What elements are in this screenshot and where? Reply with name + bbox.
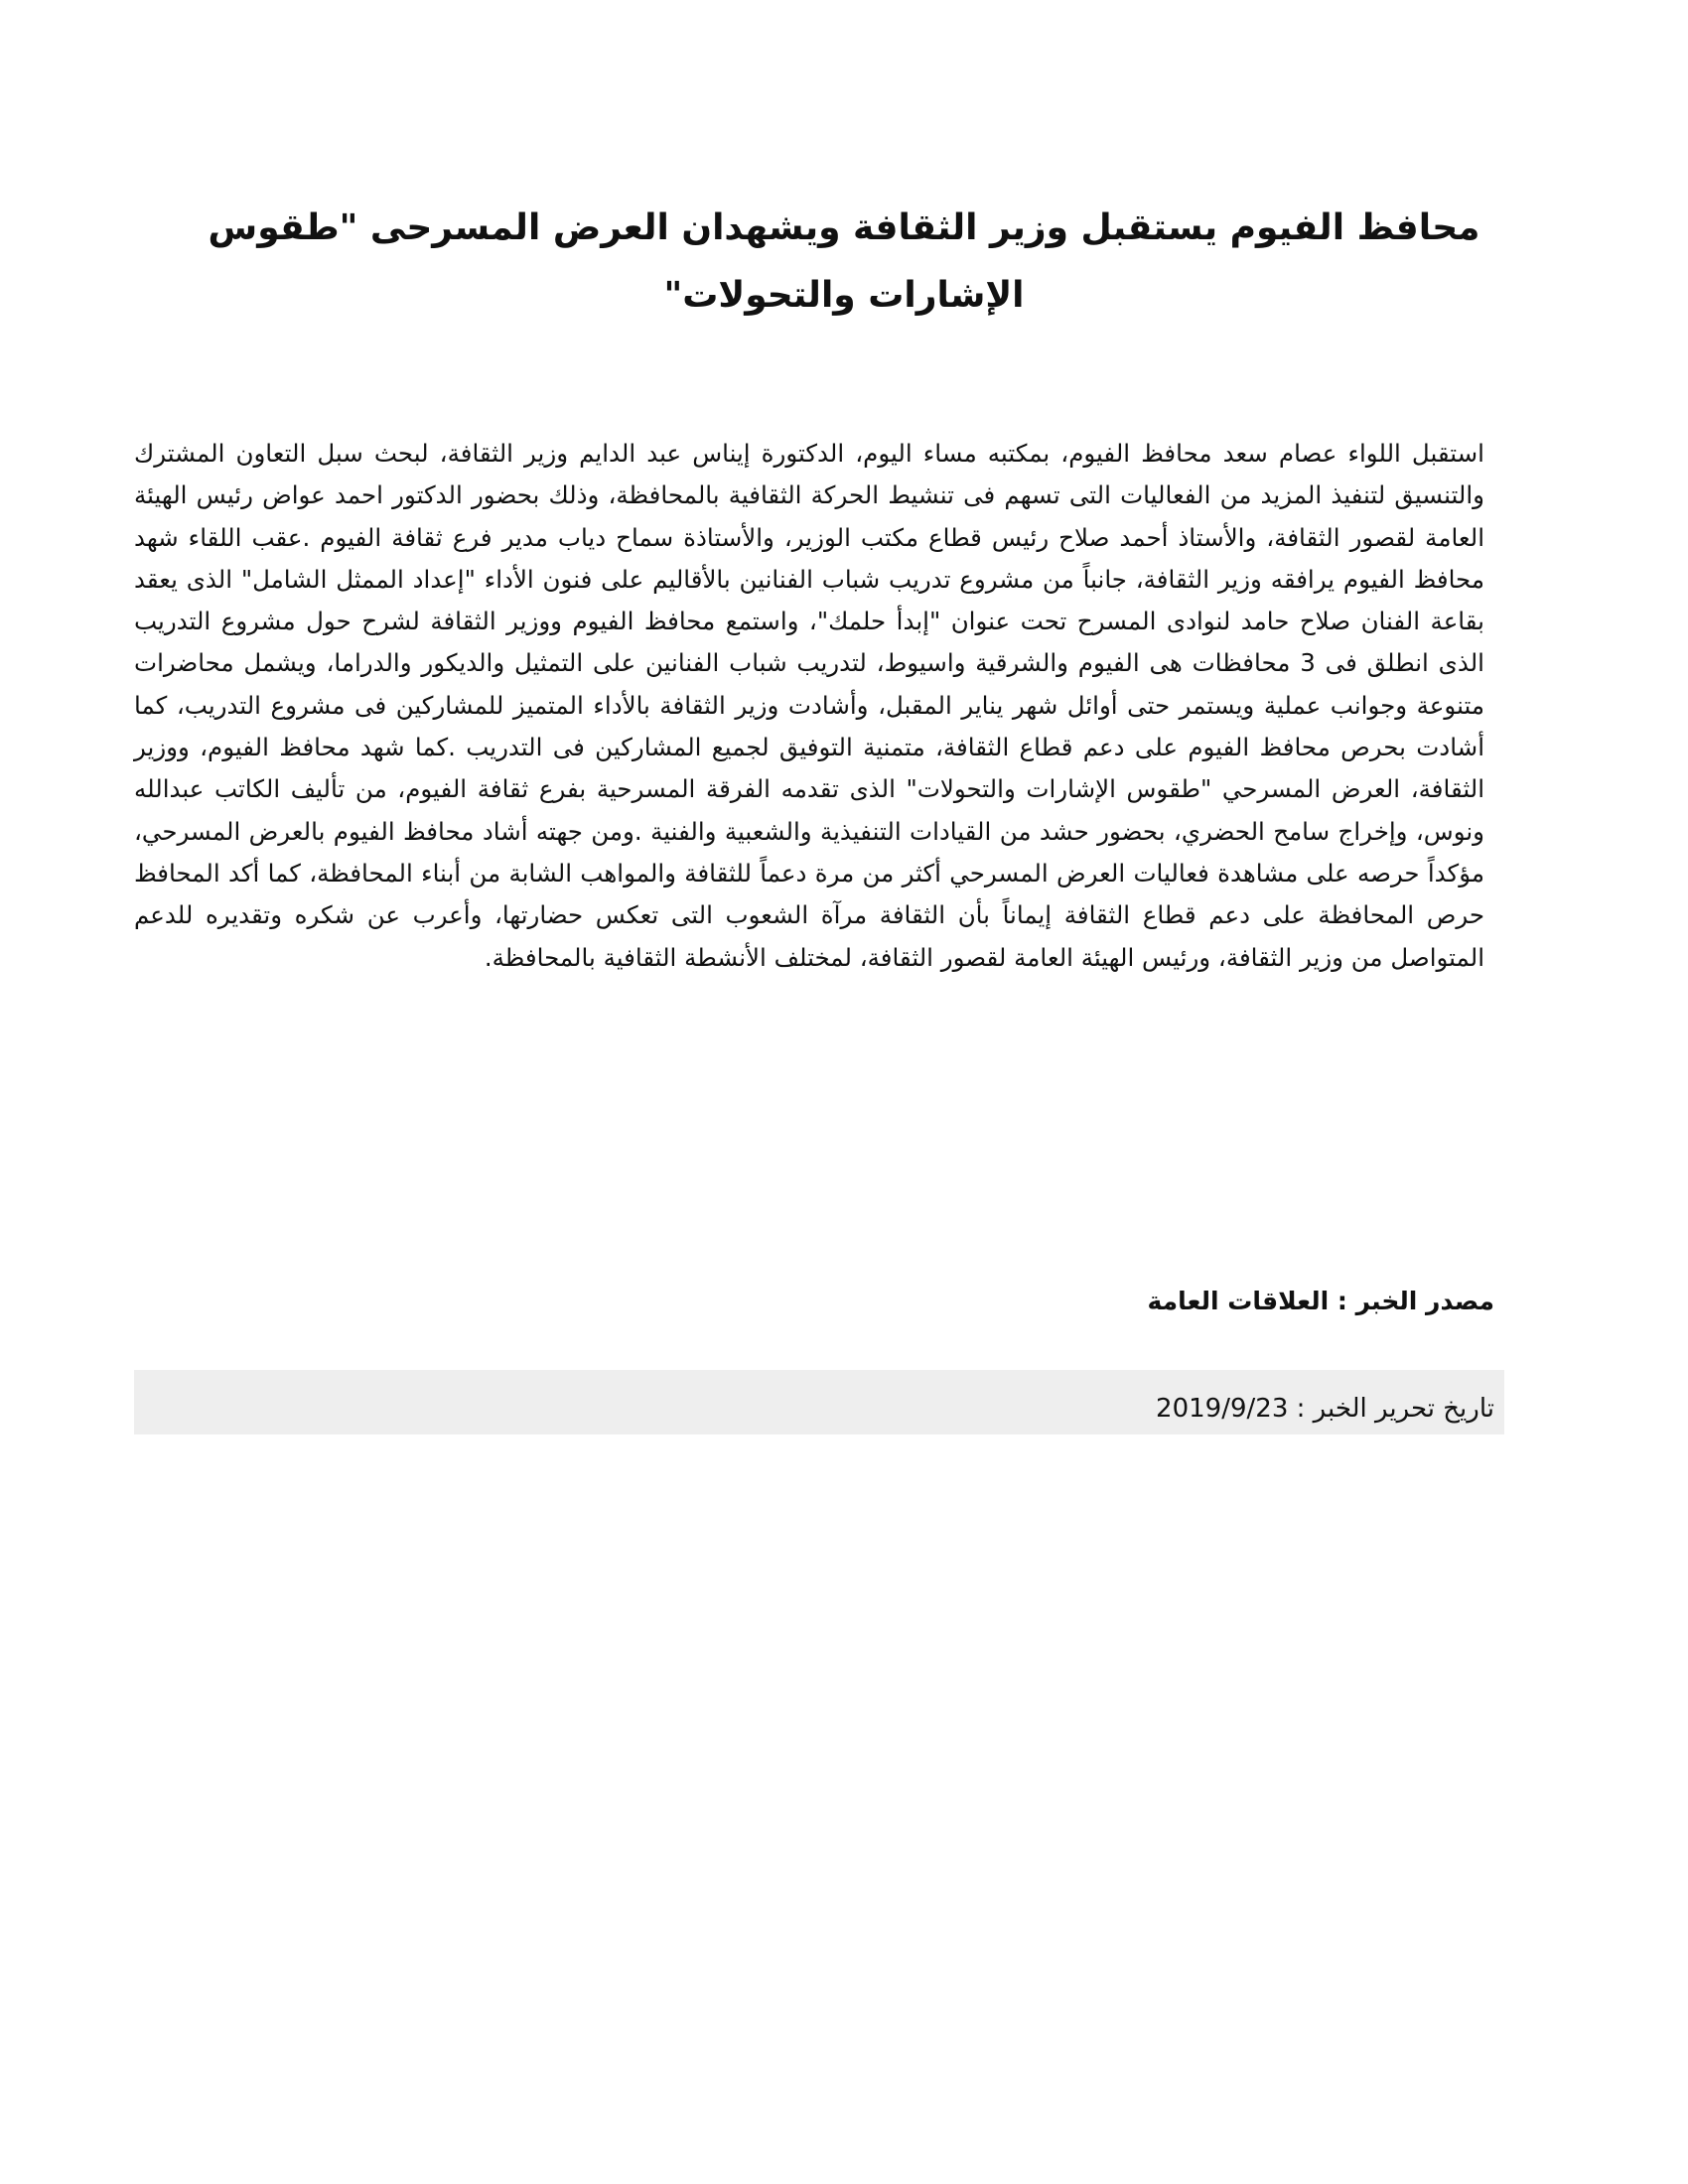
date-band bbox=[134, 1370, 1504, 1434]
news-source: مصدر الخبر : العلاقات العامة bbox=[1147, 1287, 1494, 1315]
edit-date: تاريخ تحرير الخبر : 2019/9/23 bbox=[1156, 1394, 1494, 1424]
article-title: محافظ الفيوم يستقبل وزير الثقافة ويشهدان العرض المسرحى "طقوس الإشارات والتحولات" bbox=[208, 207, 1480, 316]
article-body: استقبل اللواء عصام سعد محافظ الفيوم، بمكتبه مساء اليوم، الدكتورة إيناس عبد الدايم وزير الثقافة، لبحث سبل التعاون المشترك والتنسيق لتنفيذ المزيد من الفعاليات التى تسهم فى تنشيط الحركة الثقافية بالمحافظة، وذلك بحضور الدكتور احمد عواض رئيس الهيئة العامة لقصور الثقافة، والأستاذ أحمد صلاح رئيس قطاع مكتب الوزير، والأستاذة سماح دياب مدير فرع ثقافة الفيوم .عقب اللقاء شهد محافظ الفيوم يرافقه وزير الثقافة، جانباً من مشروع تدريب شباب الفنانين بالأقاليم على فنون الأداء "إعداد الممثل الشامل" الذى يعقد بقاعة الفنان صلاح حامد لنوادى المسرح تحت عنوان "إبدأ حلمك"، واستمع محافظ الفيوم ووزير الثقافة لشرح حول مشروع التدريب الذى انطلق فى 3 محافظات هى الفيوم والشرقية واسيوط، لتدريب شباب الفنانين على التمثيل والديكور والدراما، ويشمل محاضرات متنوعة وجوانب عملية ويستمر حتى أوائل شهر يناير المقبل، وأشادت وزير الثقافة بالأداء المتميز للمشاركين فى مشروع التدريب، كما أشادت بحرص محافظ الفيوم على دعم قطاع الثقافة، متمنية التوفيق لجميع المشاركين فى التدريب .كما شهد محافظ الفيوم، ووزير الثقافة، العرض المسرحي "طقوس الإشارات والتحولات" الذى تقدمه الفرقة المسرحية بفرع ثقافة الفيوم، من تأليف الكاتب عبدالله ونوس، وإخراج سامح الحضري، بحضور حشد من القيادات التنفيذية والشعبية والفنية .ومن جهته أشاد محافظ الفيوم بالعرض المسرحي، مؤكداً حرصه على مشاهدة فعاليات العرض المسرحي أكثر من مرة دعماً للثقافة والمواهب الشابة من أبناء المحافظة، كما أكد المحافظ حرص المحافظة على دعم قطاع الثقافة إيماناً بأن الثقافة مرآة الشعوب التى تعكس حضارتها، وأعرب عن شكره وتقديره للدعم المتواصل من وزير الثقافة، ورئيس الهيئة العامة لقصور الثقافة، لمختلف الأنشطة الثقافية بالمحافظة. bbox=[134, 439, 1484, 972]
